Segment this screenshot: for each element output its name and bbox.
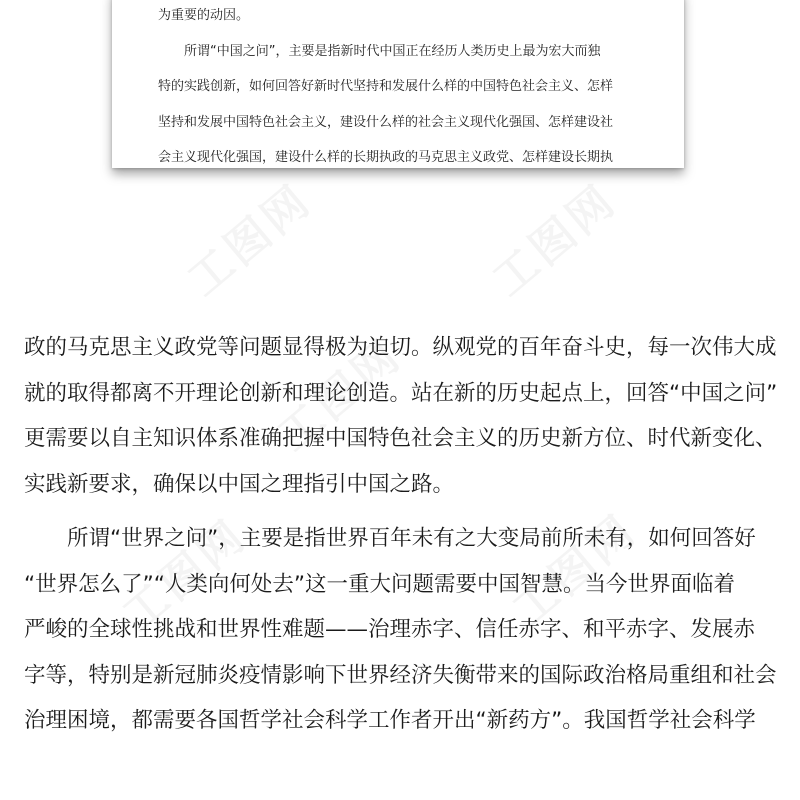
paragraph-1-line: 更需要以自主知识体系准确把握中国特色社会主义的历史新方位、时代新变化、 xyxy=(24,426,777,451)
watermark xyxy=(476,166,627,308)
excerpt-line: 所谓“中国之问”，主要是指新时代中国正在经历人类历史上最为宏大而独 xyxy=(184,43,601,59)
paragraph-2-line: 严峻的全球性挑战和世界性难题——治理赤字、信任赤字、和平赤字、发展赤 xyxy=(24,617,756,642)
excerpt-line: 为重要的动因。 xyxy=(158,8,250,23)
excerpt-line: 会主义现代化强国，建设什么样的长期执政的马克思主义政党、怎样建设长期执 xyxy=(158,150,614,165)
paragraph-gap xyxy=(24,507,784,516)
paragraph-1-line: 就的取得都离不开理论创新和理论创造。站在新的历史起点上，回答“中国之问” xyxy=(24,380,778,406)
excerpt-line: 坚持和发展中国特色社会主义，建设什么样的社会主义现代化强国、怎样建设社 xyxy=(158,114,614,130)
excerpt-line: 特的实践创新，如何回答好新时代坚持和发展什么样的中国特色社会主义、怎样 xyxy=(158,79,614,94)
paragraph-2-line: 所谓“世界之问”，主要是指世界百年未有之大变局前所未有，如何回答好 xyxy=(67,526,756,551)
paragraph-2-line: 治理困境，都需要各国哲学社会科学工作者开出“新药方”。我国哲学社会科学 xyxy=(24,708,756,733)
paragraph-2-line: “世界怎么了”“人类向何处去”这一重大问题需要中国智慧。当今世界面临着 xyxy=(24,571,736,597)
watermark xyxy=(171,166,322,308)
excerpt-text xyxy=(158,0,653,168)
excerpt-card xyxy=(112,0,684,168)
paragraph-1-line: 实践新要求，确保以中国之理指引中国之路。 xyxy=(24,471,455,497)
paragraph-2-line: 字等，特别是新冠肺炎疫情影响下世界经济失衡带来的国际政治格局重组和社会 xyxy=(24,662,777,688)
body-text xyxy=(24,325,784,744)
paragraph-1-line: 政的马克思主义政党等问题显得极为迫切。纵观党的百年奋斗史，每一次伟大成 xyxy=(24,335,777,360)
